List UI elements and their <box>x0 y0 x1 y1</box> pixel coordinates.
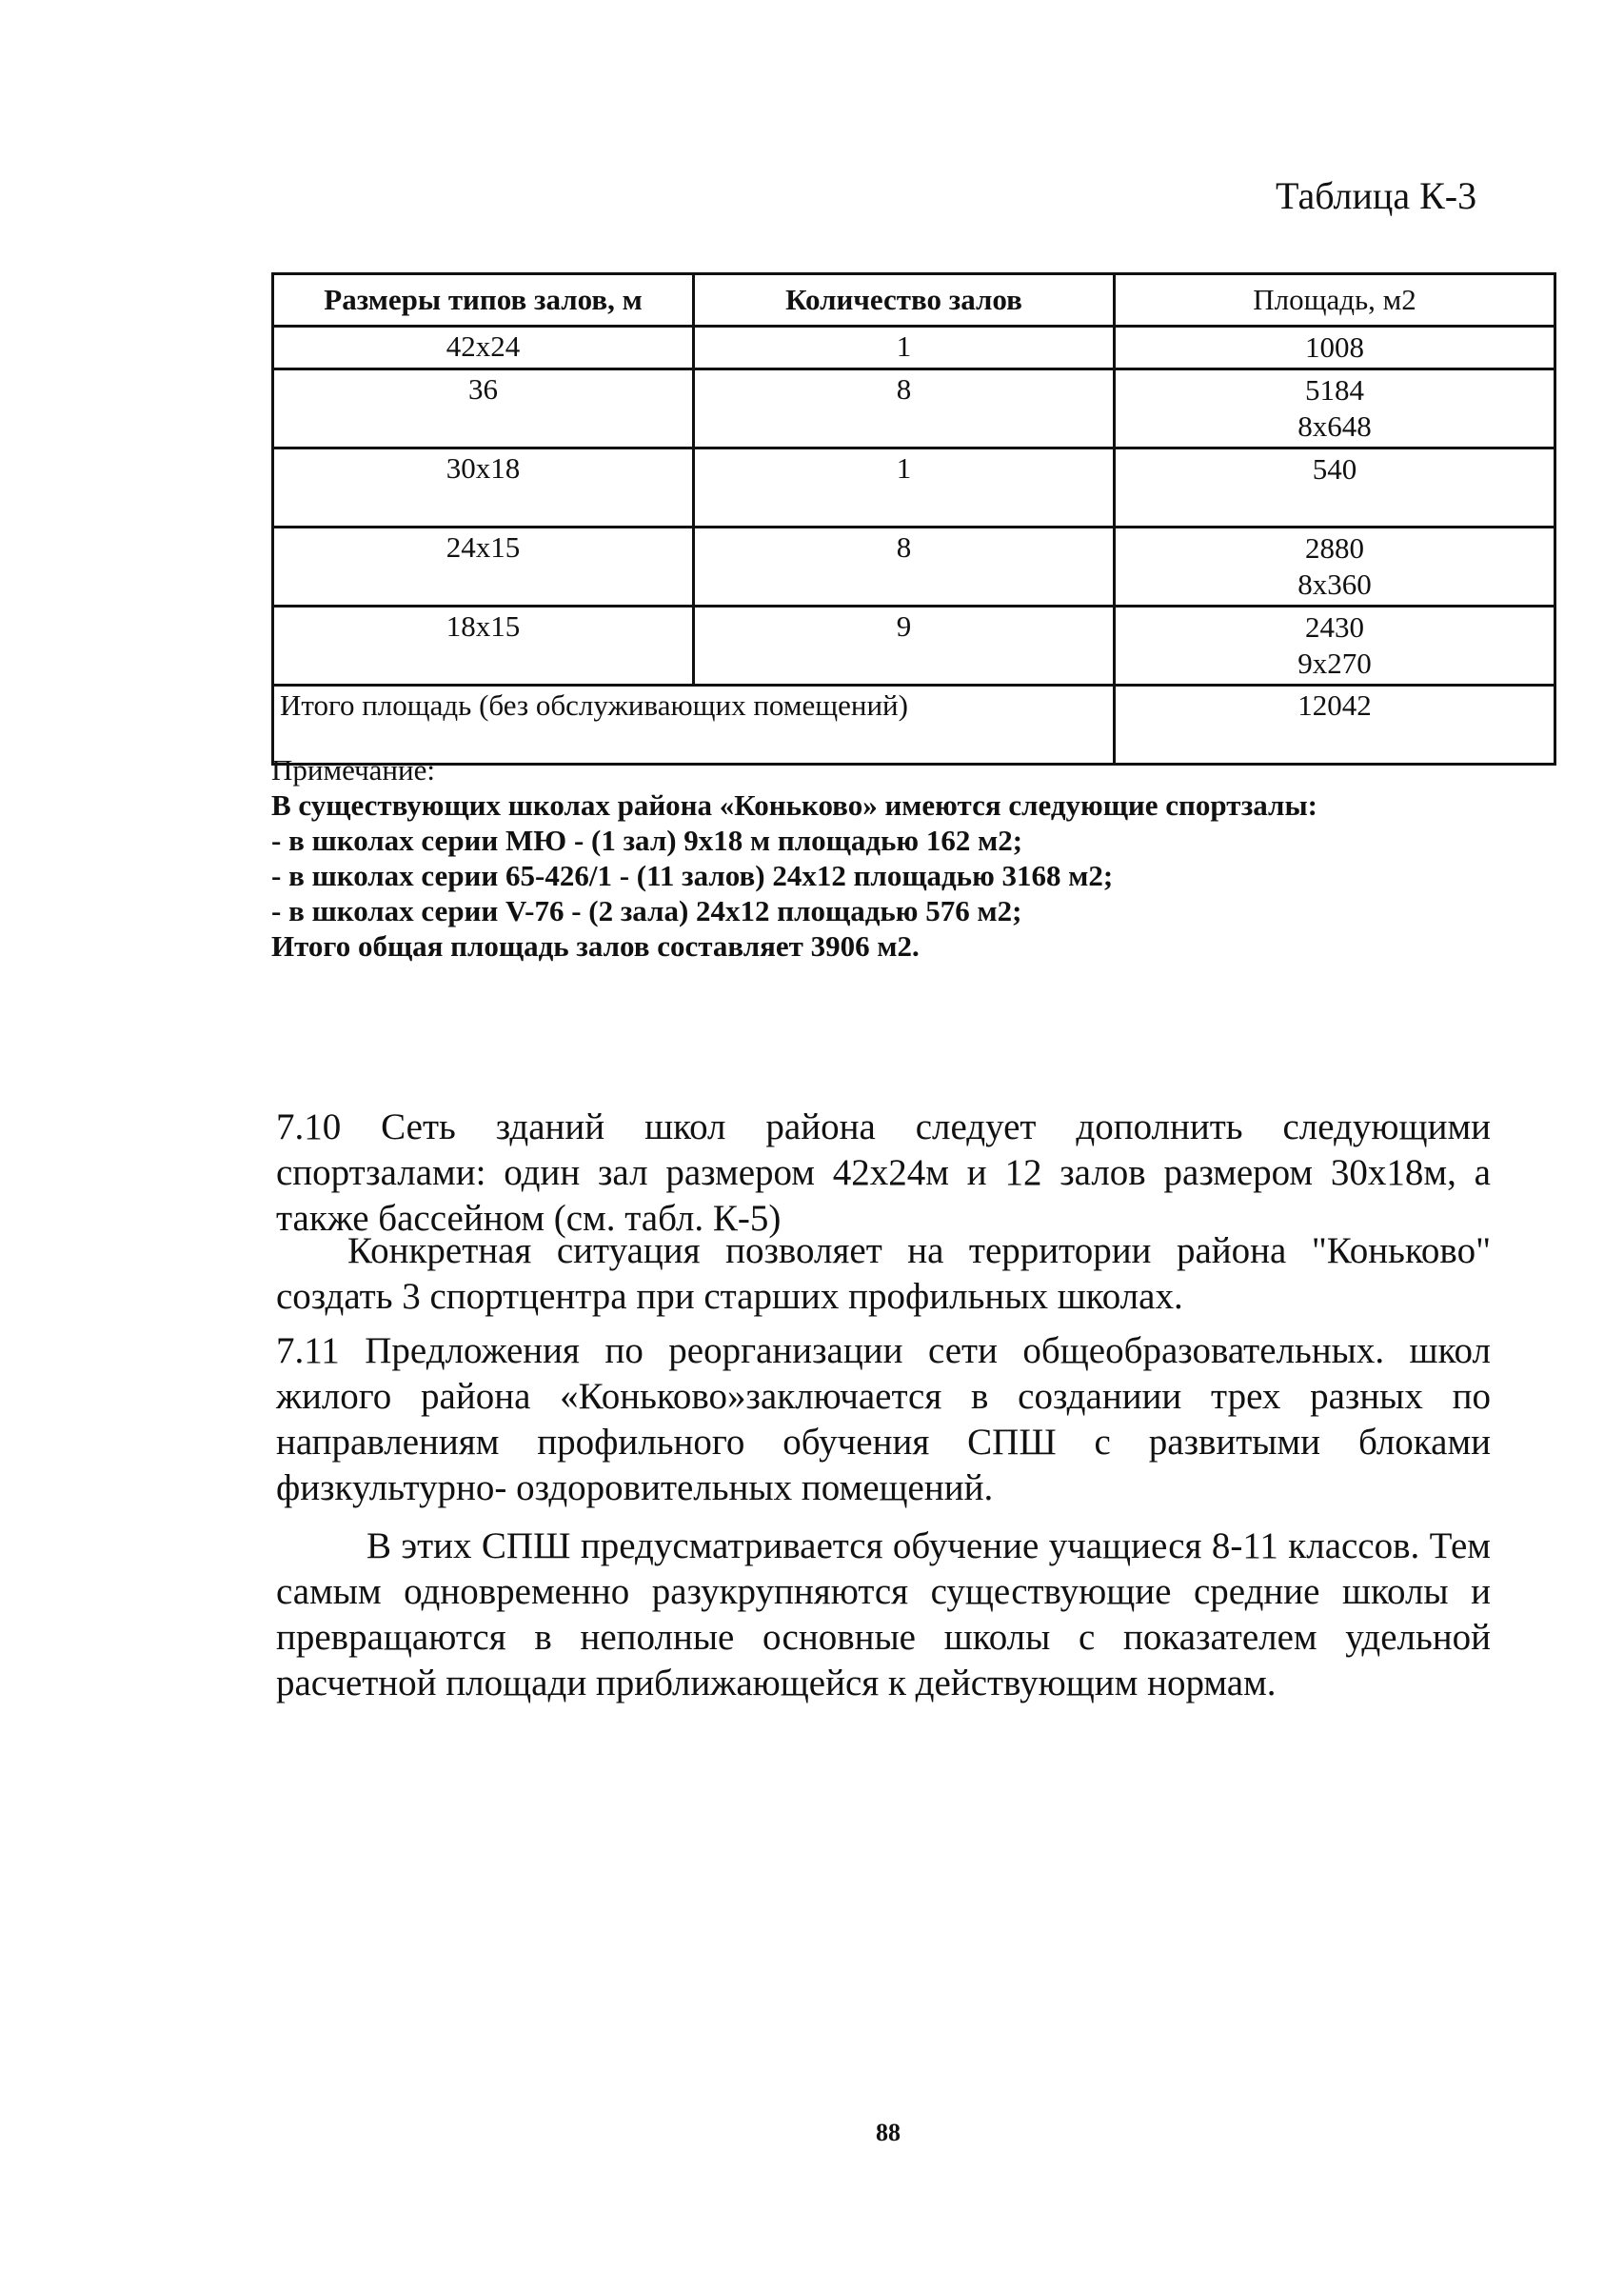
cell-size: 42х24 <box>273 327 694 369</box>
cell-count: 8 <box>694 369 1115 448</box>
paragraph-spsh: В этих СПШ предусматривается обучение учащиеся 8-11 классов. Тем самым одновременно разукрупняются существующие средние школы и превращаются в неполные основные школы с показателем удельной расчетной площади приближающейся к действующим нормам. <box>276 1525 1491 1703</box>
paragraph-7-11: 7.11 Предложения по реорганизации сети общеобразовательных. школ жилого района «Коньково»заключается в созданиии трех разных по направлениям профильного обучения СПШ с развитыми блоками физкультурно- оздоровительных помещений. <box>276 1330 1491 1508</box>
note-line: В существующих школах района «Коньково» имеются следующие спортзалы: <box>271 788 1317 822</box>
cell-size: 30х18 <box>273 448 694 528</box>
area-total: 2880 <box>1305 531 1364 565</box>
cell-count: 8 <box>694 528 1115 607</box>
cell-area <box>1115 448 1555 528</box>
area-breakdown: 9х270 <box>1297 647 1372 680</box>
area-total: 1008 <box>1305 330 1364 364</box>
page-number: 88 <box>876 2119 901 2146</box>
header-hall-count: Количество залов <box>694 274 1115 327</box>
cell-size: 36 <box>273 369 694 448</box>
table-row <box>273 327 1555 369</box>
header-hall-size: Размеры типов залов, м <box>273 274 694 327</box>
note-heading: Примечание: <box>271 753 435 787</box>
cell-area <box>1115 327 1555 369</box>
table-caption: Таблица К-3 <box>1276 174 1477 217</box>
total-value: 12042 <box>1115 686 1555 765</box>
area-total: 540 <box>1312 452 1357 486</box>
table-header-row <box>273 274 1555 327</box>
area-breakdown: 8х360 <box>1297 568 1372 601</box>
area-breakdown: 8х648 <box>1297 409 1372 443</box>
cell-count: 9 <box>694 607 1115 686</box>
paragraph-situation: Конкретная ситуация позволяет на территории района "Коньково" создать 3 спортцентра при старших профильных школах. <box>276 1230 1491 1317</box>
note-line: - в школах серии V-76 - (2 зала) 24х12 площадью 576 м2; <box>271 894 1022 927</box>
cell-size: 24х15 <box>273 528 694 607</box>
total-label: Итого площадь (без обслуживающих помещений) <box>273 686 1115 765</box>
cell-area <box>1115 369 1555 448</box>
note-line: - в школах серии МЮ - (1 зал) 9х18 м площадью 162 м2; <box>271 824 1023 857</box>
cell-area <box>1115 528 1555 607</box>
halls-table <box>271 272 1556 766</box>
area-total: 2430 <box>1305 610 1364 644</box>
area-total: 5184 <box>1305 373 1364 407</box>
note-line: - в школах серии 65-426/1 - (11 залов) 24х12 площадью 3168 м2; <box>271 859 1114 892</box>
cell-count: 1 <box>694 327 1115 369</box>
cell-size: 18х15 <box>273 607 694 686</box>
table-row <box>273 448 1555 528</box>
cell-area <box>1115 607 1555 686</box>
cell-count: 1 <box>694 448 1115 528</box>
table-row <box>273 528 1555 607</box>
note-line: Итого общая площадь залов составляет 3906 м2. <box>271 929 920 963</box>
table-row <box>273 369 1555 448</box>
paragraph-7-10: 7.10 Сеть зданий школ района следует дополнить следующими спортзалами: один зал размером 42х24м и 12 залов размером 30х18м, а также бассейном (см. табл. К-5) <box>276 1106 1491 1239</box>
table-note <box>271 752 1317 964</box>
header-area: Площадь, м2 <box>1115 274 1555 327</box>
table-row <box>273 607 1555 686</box>
